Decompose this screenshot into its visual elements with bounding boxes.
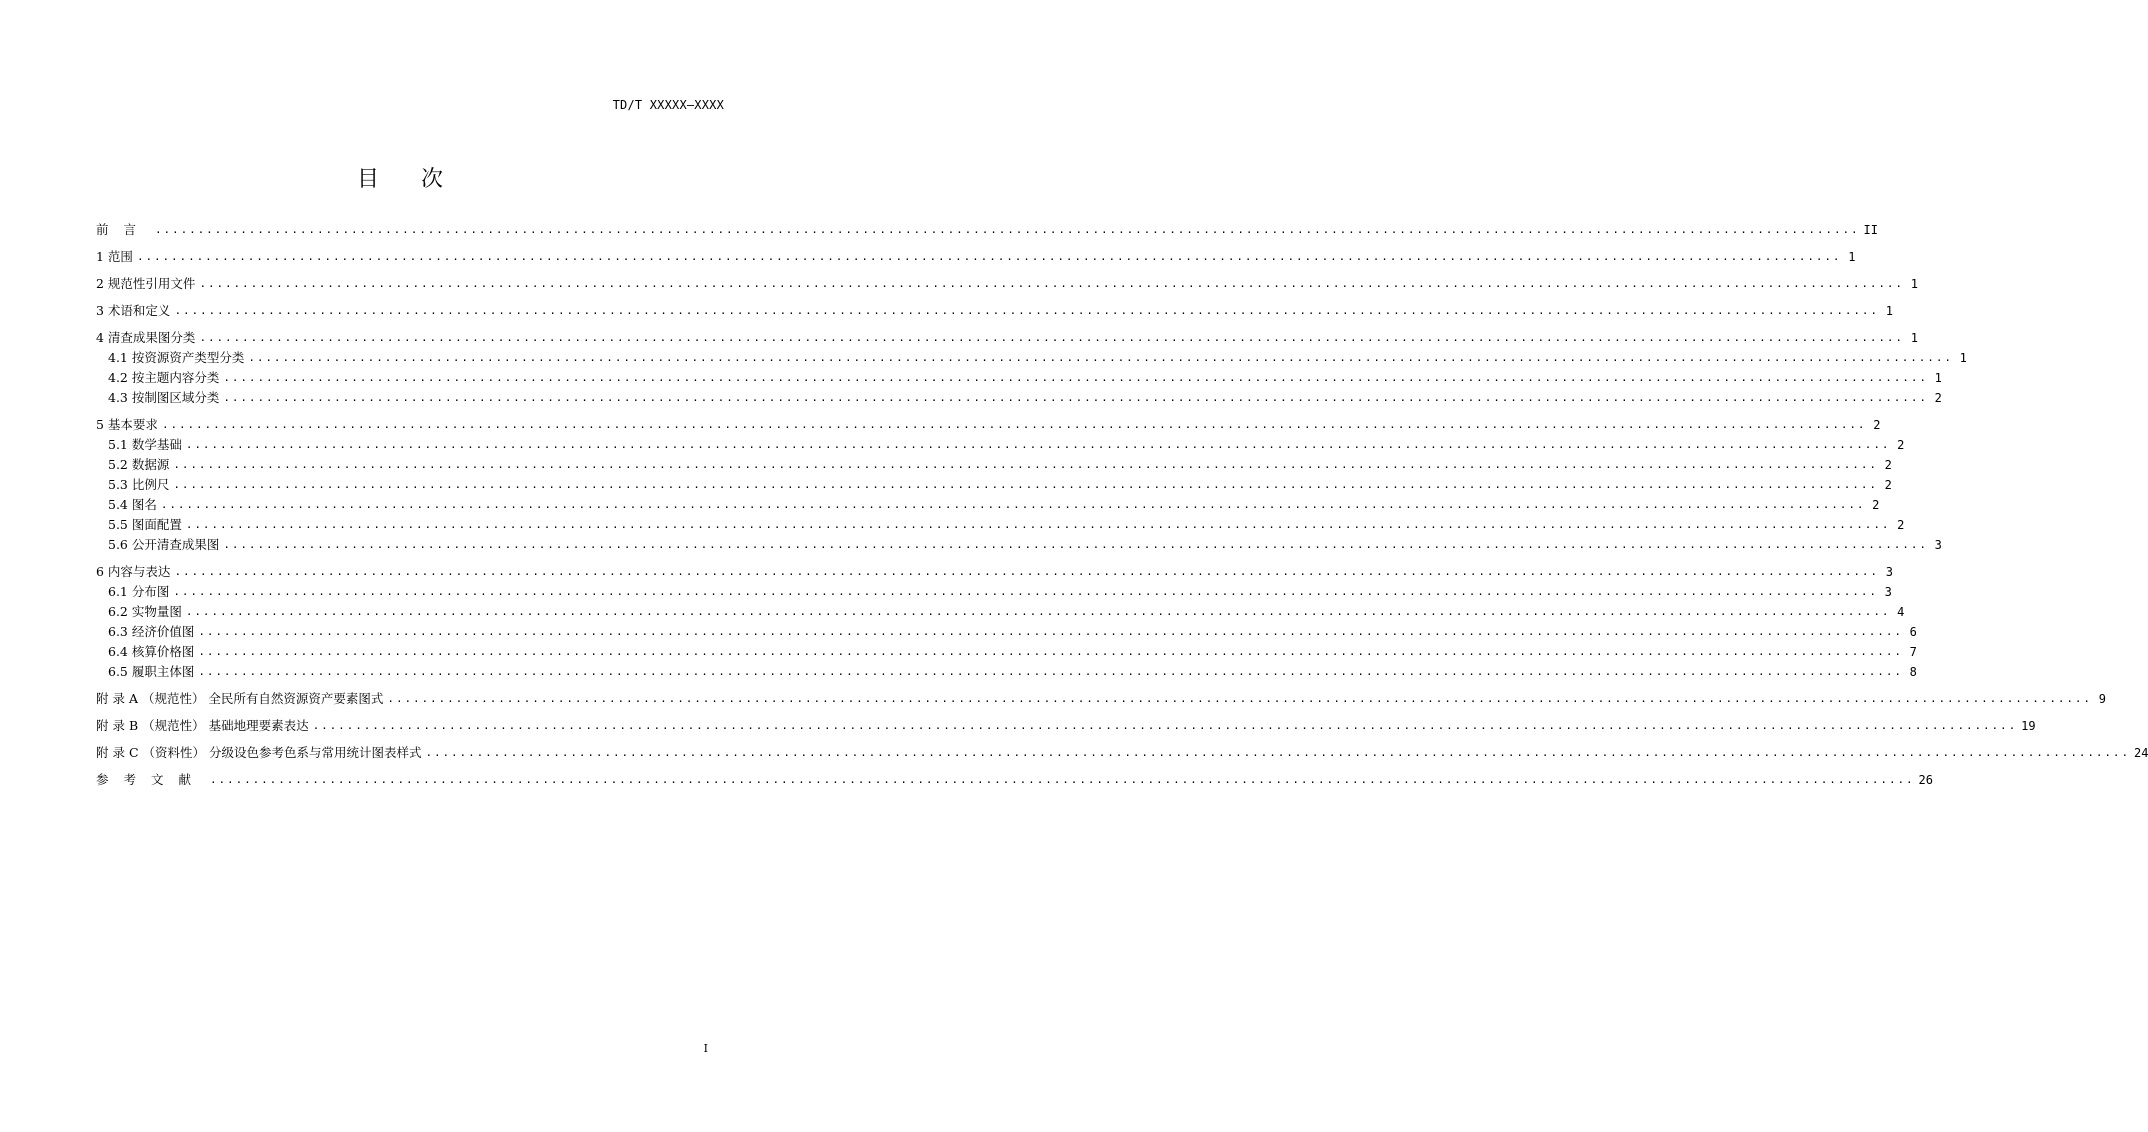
toc-entry[interactable]: [96, 301, 1893, 321]
toc-entry[interactable]: [96, 535, 1942, 555]
toc-entry-page: 2: [1873, 418, 1881, 432]
toc-entry-page: 3: [1885, 565, 1893, 579]
toc-entry-page: 1: [1848, 250, 1856, 264]
toc-entry-page: 19: [2021, 719, 2036, 733]
toc-entry-page: 2: [1897, 438, 1905, 452]
toc-title: 目次: [356, 167, 485, 192]
toc-entry-label: 5.3 比例尺: [108, 477, 170, 492]
toc-leader-dots: ........................................................................................................................................................................................................: [223, 371, 1928, 384]
toc-leader-dots: ........................................................................................................................................................................................................: [199, 331, 1904, 344]
toc-entry-page: 2: [1872, 498, 1880, 512]
toc-entry[interactable]: [96, 622, 1917, 642]
toc-entry-label: 1 范围: [96, 249, 133, 264]
toc-leader-dots: ........................................................................................................................................................................................................: [198, 645, 1903, 658]
toc-entry[interactable]: [96, 274, 1918, 294]
toc-entry-page: II: [1863, 223, 1878, 237]
toc-entry-page: 7: [1909, 645, 1917, 659]
toc-leader-dots: ........................................................................................................................................................................................................: [173, 585, 1878, 598]
toc-entry-label: 4.2 按主题内容分类: [108, 370, 220, 385]
toc-entry-label: 6.2 实物量图: [108, 604, 182, 619]
toc-entry[interactable]: [96, 455, 1892, 475]
toc-entry[interactable]: [96, 220, 1878, 240]
toc-entry-page: 2: [1934, 391, 1942, 405]
toc-entry-label: 4 清查成果图分类: [96, 330, 196, 345]
toc-entry-page: 1: [1959, 351, 1967, 365]
toc-entry-label: 5 基本要求: [96, 417, 158, 432]
toc-entry-page: 24: [2133, 746, 2148, 760]
toc-leader-dots: ........................................................................................................................................................................................................: [136, 250, 1842, 263]
toc-entry-page: 1: [1885, 304, 1893, 318]
toc-entry-label: 5.5 图面配置: [108, 517, 182, 532]
toc-entry-page: 2: [1884, 458, 1892, 472]
toc-leader-dots: ........................................................................................................................................................................................................: [387, 692, 2092, 705]
toc-entry[interactable]: [96, 716, 2036, 736]
toc-entry-label: 5.1 数学基础: [108, 437, 182, 452]
toc-entry-label: 3 术语和定义: [96, 303, 171, 318]
toc-leader-dots: ........................................................................................................................................................................................................: [425, 746, 2130, 759]
toc-entry-page: 6: [1909, 625, 1917, 639]
toc-entry[interactable]: [96, 415, 1881, 435]
toc-entry-label: 5.6 公开清查成果图: [108, 537, 220, 552]
toc-leader-dots: ........................................................................................................................................................................................................: [223, 391, 1928, 404]
toc-entry-label: 6 内容与表达: [96, 564, 171, 579]
toc-entry-page: 2: [1897, 518, 1905, 532]
toc-leader-dots: ........................................................................................................................................................................................................: [223, 538, 1928, 551]
toc-entry-page: 3: [1884, 585, 1892, 599]
toc-entry-page: 4: [1897, 605, 1905, 619]
toc-entry[interactable]: [96, 602, 1905, 622]
toc-entry-label: 6.4 核算价格图: [108, 644, 195, 659]
toc-entry[interactable]: [96, 689, 2106, 709]
toc-entry[interactable]: [96, 515, 1905, 535]
toc-leader-dots: ........................................................................................................................................................................................................: [161, 418, 1867, 431]
toc-entry[interactable]: [96, 475, 1892, 495]
toc-leader-dots: ........................................................................................................................................................................................................: [185, 518, 1891, 531]
toc-entry[interactable]: [96, 368, 1942, 388]
toc-entry[interactable]: [96, 247, 1856, 267]
toc-leader-dots: ........................................................................................................................................................................................................: [312, 719, 2018, 732]
toc-entry[interactable]: [96, 582, 1892, 602]
toc-entry-page: 1: [1934, 371, 1942, 385]
toc-leader-dots: ........................................................................................................................................................................................................: [199, 277, 1904, 290]
toc-entry[interactable]: [96, 642, 1917, 662]
toc-entry-label: 附 录 C （资料性） 分级设色参考色系与常用统计图表样式: [96, 745, 422, 760]
toc-entry-page: 2: [1884, 478, 1892, 492]
toc-entry-page: 1: [1910, 331, 1918, 345]
toc-entry-label: 4.3 按制图区域分类: [108, 390, 220, 405]
toc-entry[interactable]: [96, 495, 1880, 515]
toc-leader-dots: ........................................................................................................................................................................................................: [155, 223, 1860, 236]
toc-entry-page: 8: [1909, 665, 1917, 679]
toc-leader-dots: ........................................................................................................................................................................................................: [174, 304, 1879, 317]
toc-leader-dots: ........................................................................................................................................................................................................: [248, 351, 1953, 364]
toc-entry-page: 3: [1934, 538, 1942, 552]
toc-leader-dots: ........................................................................................................................................................................................................: [160, 498, 1866, 511]
toc-leader-dots: ........................................................................................................................................................................................................: [173, 478, 1878, 491]
toc-entry[interactable]: [96, 328, 1918, 348]
toc-entry-label: 6.5 履职主体图: [108, 664, 195, 679]
toc-leader-dots: ........................................................................................................................................................................................................: [185, 438, 1891, 451]
toc-entry[interactable]: [96, 562, 1893, 582]
toc-entry[interactable]: [96, 435, 1905, 455]
toc-entry-page: 26: [1918, 773, 1933, 787]
toc-entry-page: 1: [1910, 277, 1918, 291]
toc-leader-dots: ........................................................................................................................................................................................................: [173, 458, 1878, 471]
toc-entry-page: 9: [2098, 692, 2106, 706]
toc-leader-dots: ........................................................................................................................................................................................................: [174, 565, 1879, 578]
toc-entry[interactable]: [96, 388, 1942, 408]
toc-leader-dots: ........................................................................................................................................................................................................: [198, 665, 1903, 678]
toc-entry-label: 6.3 经济价值图: [108, 624, 195, 639]
toc-entry-label: 附 录 A （规范性） 全民所有自然资源资产要素图式: [96, 691, 384, 706]
table-of-contents: [96, 220, 2148, 790]
toc-entry[interactable]: [96, 743, 2148, 763]
toc-leader-dots: ........................................................................................................................................................................................................: [210, 773, 1915, 786]
toc-entry-label: 6.1 分布图: [108, 584, 170, 599]
toc-entry-label: 附 录 B （规范性） 基础地理要素表达: [96, 718, 309, 733]
toc-entry-label: 5.2 数据源: [108, 457, 170, 472]
document-code: TD/T XXXXX—XXXX: [612, 98, 724, 112]
toc-entry-label: 前言: [96, 222, 152, 237]
toc-entry-label: 4.1 按资源资产类型分类: [108, 350, 245, 365]
toc-entry[interactable]: [96, 770, 1933, 790]
toc-entry[interactable]: [96, 348, 1967, 368]
toc-leader-dots: ........................................................................................................................................................................................................: [198, 625, 1903, 638]
toc-entry-label: 2 规范性引用文件: [96, 276, 196, 291]
footer-page-number: I: [703, 1042, 708, 1055]
toc-entry[interactable]: [96, 662, 1917, 682]
toc-entry-label: 参考文献: [96, 772, 207, 787]
toc-entry-label: 5.4 图名: [108, 497, 157, 512]
toc-leader-dots: ........................................................................................................................................................................................................: [185, 605, 1891, 618]
